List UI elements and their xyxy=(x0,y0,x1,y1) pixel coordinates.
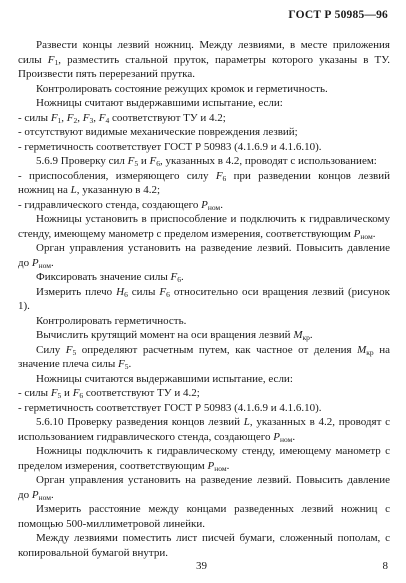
paragraph xyxy=(18,154,390,169)
text-run: 5.6.9 Проверку сил xyxy=(36,155,128,167)
symbol: F xyxy=(149,155,157,167)
subscript: 5 xyxy=(124,362,129,371)
text-run: . xyxy=(372,227,376,240)
symbol: F xyxy=(127,155,135,167)
symbol: L xyxy=(243,416,250,428)
text-run: Вычислить крутящий момент на оси вращения лезвий xyxy=(36,329,294,341)
text-run: - отсутствуют видимые механические повреждения лезвий; xyxy=(18,126,298,138)
paragraph xyxy=(18,169,390,198)
paragraph xyxy=(18,82,390,97)
paragraph xyxy=(18,415,390,444)
paragraph xyxy=(18,125,390,140)
text-run: . xyxy=(50,256,54,269)
sheet-number: 8 xyxy=(382,560,388,572)
page-number: 39 xyxy=(196,560,207,572)
paragraph xyxy=(18,38,390,82)
text-run: Развести концы лезвий ножниц. Между лезвиями, в месте приложения силы xyxy=(18,39,390,66)
text-run: , разместить стальной пруток, параметры которого указаны в ТУ. Произвести пять перерезаний прутка. xyxy=(18,53,390,80)
text-run: - гидравлического стенда, создающего xyxy=(18,198,202,211)
text-run: силы xyxy=(127,285,160,298)
subscript: ном xyxy=(38,260,51,270)
subscript: кр xyxy=(366,347,374,357)
text-run: и xyxy=(61,387,73,399)
text-run: - силы xyxy=(18,111,51,124)
subscript: 6 xyxy=(166,289,170,299)
text-run: Контролировать состояние режущих кромок и герметичность. xyxy=(36,82,328,95)
text-run: . xyxy=(50,488,54,501)
subscript: ном xyxy=(38,492,51,502)
symbol: F xyxy=(118,358,125,370)
paragraph xyxy=(18,328,390,343)
paragraph xyxy=(18,531,390,560)
text-run: на значение плеча силы xyxy=(18,343,390,370)
paragraph xyxy=(18,241,390,270)
text-run: соответствуют ТУ и 4.2; xyxy=(83,387,200,399)
paragraph xyxy=(18,386,390,401)
text-run: , xyxy=(77,111,83,124)
symbol: M xyxy=(293,329,303,341)
paragraph xyxy=(18,401,390,416)
text-run: и xyxy=(138,155,150,167)
paragraph xyxy=(18,314,390,329)
text-run: Между лезвиями поместить лист писчей бумаги, сложенный пополам, с копировальной бумагой внутри. xyxy=(18,532,390,559)
symbol: P xyxy=(31,488,39,501)
symbol: M xyxy=(357,343,367,356)
symbol: P xyxy=(31,256,39,269)
text-run: соответствуют ТУ и 4.2; xyxy=(109,111,226,124)
symbol: F xyxy=(72,387,80,399)
text-run: Ножницы подключить к гидравлическому стенду, имеющему манометр с пределом измерения, соответствующим xyxy=(18,445,390,472)
paragraph xyxy=(18,372,390,387)
text-run: . xyxy=(292,430,296,443)
text-run: Контролировать герметичность. xyxy=(36,314,187,327)
subscript: 5 xyxy=(72,347,77,357)
paragraph xyxy=(18,212,390,241)
subscript: 6 xyxy=(156,159,161,168)
subscript: ном xyxy=(279,434,293,444)
text-run: Орган управления установить на разведение лезвий. Повысить давление до xyxy=(18,242,390,269)
text-run: . xyxy=(128,358,132,370)
paragraph xyxy=(18,198,390,213)
symbol: F xyxy=(215,169,223,182)
subscript: ном xyxy=(360,231,373,241)
text-run: , xyxy=(61,111,67,124)
text-run: Фиксировать значение силы xyxy=(36,271,171,283)
subscript: 6 xyxy=(222,173,227,183)
subscript: 2 xyxy=(73,115,78,125)
text-run: относительно оси вращения лезвий (рисунок 1). xyxy=(18,285,390,312)
symbol: L xyxy=(70,184,77,196)
paragraph xyxy=(18,140,390,155)
symbol: F xyxy=(50,387,58,399)
paragraph xyxy=(18,343,390,372)
subscript: ном xyxy=(207,202,221,212)
symbol: F xyxy=(66,111,74,124)
symbol: H xyxy=(116,285,125,298)
text-run: определяют расчетным путем, как частное от деления xyxy=(76,343,358,356)
symbol: F xyxy=(159,285,167,298)
text-run: Измерить плечо xyxy=(36,285,117,298)
text-run: Ножницы установить в приспособление и подключить к гидравлическому стенду, имеющему манометр с пределом измерения, соответствующим xyxy=(18,213,390,240)
symbol: P xyxy=(207,459,215,472)
subscript: кр xyxy=(302,333,310,342)
paragraph xyxy=(18,502,390,531)
text-run: , указанную в 4.2; xyxy=(76,184,161,196)
subscript: 1 xyxy=(54,57,59,67)
text-run: - приспособления, измеряющего силу xyxy=(18,169,216,182)
text-run: Орган управления установить на разведение лезвий. Повысить давление до xyxy=(18,474,390,501)
subscript: 3 xyxy=(89,115,94,125)
paragraph xyxy=(18,285,390,314)
symbol: P xyxy=(353,227,361,240)
text-run: - герметичность соответствует ГОСТ Р 50983 (4.1.6.9 и 4.1.6.10). xyxy=(18,401,322,414)
text-run: - силы xyxy=(18,387,51,399)
symbol: F xyxy=(65,343,73,356)
text-run: , указанных в 4.2, проводят с использованием гидравлического стенда, создающего xyxy=(18,416,390,443)
paragraph xyxy=(18,473,390,502)
document-body xyxy=(18,38,390,560)
symbol: F xyxy=(98,111,106,124)
symbol: F xyxy=(82,111,90,124)
symbol: F xyxy=(50,111,58,124)
text-run: . xyxy=(220,198,223,211)
text-run: . xyxy=(226,459,230,472)
paragraph xyxy=(18,111,390,126)
symbol: P xyxy=(201,198,208,211)
paragraph xyxy=(18,444,390,473)
text-run: Ножницы считаются выдержавшими испытание, если: xyxy=(36,372,293,385)
text-run: . xyxy=(181,271,184,283)
subscript: 5 xyxy=(134,159,139,168)
text-run: , указанных в 4.2, проводят с использованием: xyxy=(160,155,377,167)
text-run: при разведении концов лезвий ножниц на xyxy=(18,169,390,196)
text-run: - герметичность соответствует ГОСТ Р 50983 (4.1.6.9 и 4.1.6.10). xyxy=(18,140,322,153)
paragraph xyxy=(18,270,390,285)
subscript: 6 xyxy=(124,289,128,299)
paragraph xyxy=(18,96,390,111)
text-run: 5.6.10 Проверку разведения концов лезвий xyxy=(36,416,244,428)
subscript: 6 xyxy=(177,275,182,284)
subscript: ном xyxy=(214,463,227,473)
subscript: 1 xyxy=(57,115,62,125)
text-run: , xyxy=(93,111,99,124)
text-run: Силу xyxy=(36,343,66,356)
symbol: F xyxy=(47,53,55,66)
subscript: 4 xyxy=(105,115,110,125)
text-run: Ножницы считают выдержавшими испытание, если: xyxy=(36,97,283,109)
subscript: 5 xyxy=(57,391,62,400)
subscript: 6 xyxy=(79,391,84,400)
symbol: F xyxy=(170,271,178,283)
symbol: P xyxy=(273,430,280,443)
text-run: Измерить расстояние между концами разведенных лезвий ножниц с помощью 500-миллиметровой линейки. xyxy=(18,503,390,530)
text-run: . xyxy=(309,329,313,341)
standard-header: ГОСТ Р 50985—96 xyxy=(288,9,388,21)
